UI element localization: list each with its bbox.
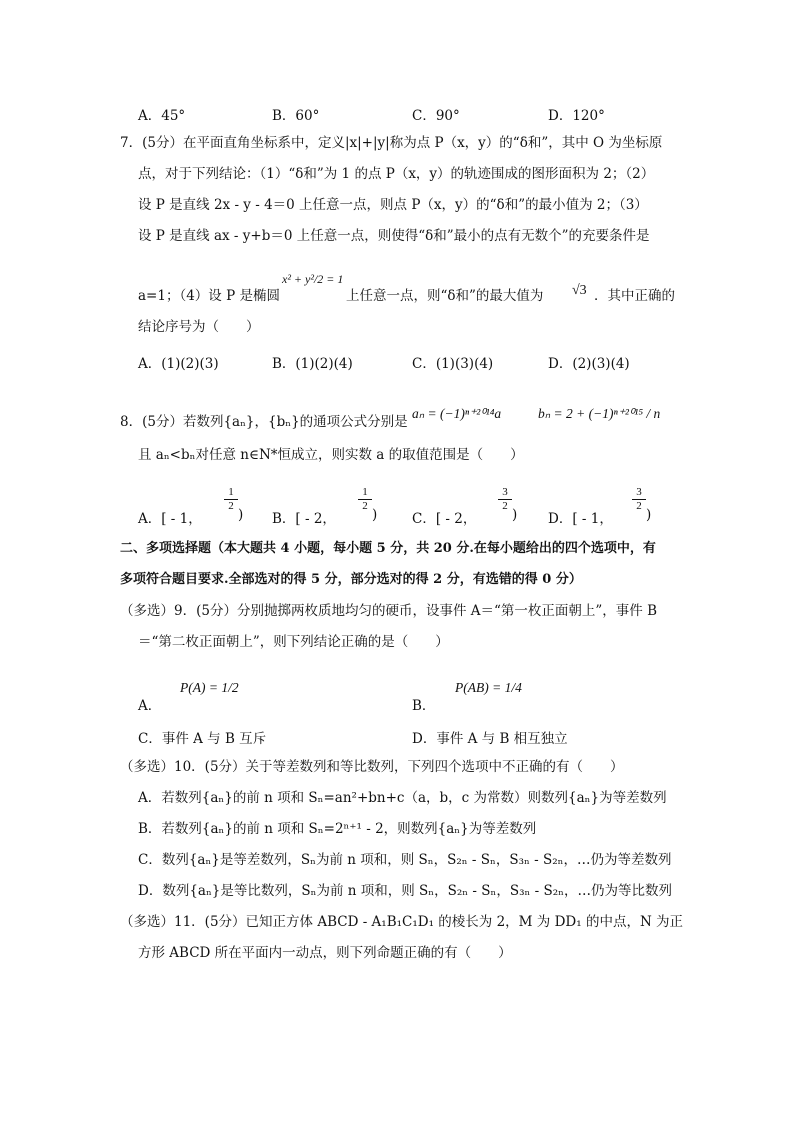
section-2-heading-2: 多项符合题目要求.全部选对的得 5 分，部分选对的得 2 分，有选错的得 0 分）	[120, 572, 582, 587]
q9-option-a-formula: P(A) = 1/2	[180, 680, 239, 695]
q11-line-2: 方形 ABCD 所在平面内一动点，则下列命题正确的有（ ）	[138, 945, 512, 961]
q7-option-c: C．(1)(3)(4)	[412, 356, 494, 372]
q10-option-a: A．若数列{aₙ}的前 n 项和 Sₙ=an²+bn+c（a，b，c 为常数）则数列{aₙ}为等差数列	[138, 790, 667, 806]
q7-line-4: 设 P 是直线 ax - y+b＝0 上任意一点，则使得“δ和”最小的点有无数个”的充要条件是	[138, 228, 650, 244]
q8-option-b-close: )	[372, 507, 378, 523]
q10-option-b: B．若数列{aₙ}的前 n 项和 Sₙ=2ⁿ⁺¹ - 2，则数列{aₙ}为等差数列	[138, 821, 537, 837]
q7-ellipse-formula: x² + y²/2 = 1	[282, 272, 344, 286]
q9-line-2: ＝“第二枚正面朝上”，则下列结论正确的是（ ）	[138, 634, 449, 650]
q8-an-formula: aₙ = (−1)ⁿ⁺²⁰¹⁴a	[412, 406, 502, 421]
q8-option-c-label: C．[ - 2，	[412, 511, 477, 527]
q8-option-a-label: A．[ - 1，	[138, 511, 202, 527]
q8-option-b-label: B．[ - 2，	[272, 511, 336, 527]
q9-line-1: （多选）9．(5分）分别抛掷两枚质地均匀的硬币，设事件 A＝“第一枚正面朝上”，事件 B	[120, 603, 657, 619]
q8-option-a-close: )	[238, 507, 244, 523]
q7-line-2: 点，对于下列结论：（1）“δ和”为 1 的点 P（x，y）的轨迹围成的图形面积为 2；（2）	[138, 166, 655, 182]
q8-option-d-close: )	[646, 507, 652, 523]
q7-line-5c: ．其中正确的	[594, 288, 675, 304]
q7-sqrt3: √3	[572, 283, 587, 298]
q9-option-c: C．事件 A 与 B 互斥	[138, 731, 267, 747]
q7-line-1: 7．(5分）在平面直角坐标系中，定义|x|+|y|称为点 P（x，y）的“δ和”，其中 O 为坐标原	[120, 135, 663, 151]
q9-option-b-formula: P(AB) = 1/4	[455, 680, 522, 695]
q7-line-5b: 上任意一点，则“δ和”的最大值为	[346, 288, 544, 304]
q7-option-b: B．(1)(2)(4)	[272, 356, 353, 372]
section-2-heading-1: 二、多项选择题（本大题共 4 小题，每小题 5 分，共 20 分.在每小题给出的四个选项中，有	[120, 541, 656, 556]
q7-option-d: D．(2)(3)(4)	[548, 356, 630, 372]
q7-option-a: A．(1)(2)(3)	[138, 356, 219, 372]
q10-option-c: C．数列{aₙ}是等差数列，Sₙ为前 n 项和，则 Sₙ，S₂ₙ - Sₙ，S₃ₙ - S₂ₙ，…仍为等差数列	[138, 852, 672, 868]
q7-line-5a: a=1；（4）设 P 是椭圆	[138, 288, 280, 304]
q8-line-2: 且 aₙ<bₙ对任意 n∈N*恒成立，则实数 a 的取值范围是（ ）	[138, 447, 524, 463]
q10-option-d: D．数列{aₙ}是等比数列，Sₙ为前 n 项和，则 Sₙ，S₂ₙ - Sₙ，S₃ₙ - S₂ₙ，…仍为等比数列	[138, 883, 673, 899]
q8-option-d-label: D．[ - 1，	[548, 511, 613, 527]
q6-option-d: D．120°	[548, 108, 605, 124]
q9-option-a-label: A．	[138, 698, 162, 714]
q8-option-d-fraction: $\frac{3}{2}$	[632, 486, 646, 513]
q8-bn-formula: bₙ = 2 + (−1)ⁿ⁺²⁰¹⁵ / n	[538, 406, 661, 421]
q8-line-1: 8．(5分）若数列{aₙ}，{bₙ}的通项公式分别是	[120, 414, 408, 430]
q8-option-c-fraction: $\frac{3}{2}$	[498, 486, 512, 513]
q8-option-c-close: )	[512, 507, 518, 523]
q6-option-b: B．60°	[272, 108, 320, 124]
q7-line-6: 结论序号为（ ）	[138, 319, 260, 335]
q10-line-1: （多选）10．(5分）关于等差数列和等比数列，下列四个选项中不正确的有（ ）	[120, 759, 624, 775]
q8-option-a-fraction: $\frac{1}{2}$	[224, 486, 238, 513]
q6-option-c: C．90°	[412, 108, 460, 124]
q11-line-1: （多选）11．(5分）已知正方体 ABCD - A₁B₁C₁D₁ 的棱长为 2，M 为 DD₁ 的中点，N 为正	[120, 914, 684, 930]
q9-option-d: D．事件 A 与 B 相互独立	[412, 731, 568, 747]
q8-option-b-fraction: $\frac{1}{2}$	[358, 486, 372, 513]
q9-option-b-label: B．	[412, 698, 436, 714]
q7-line-3: 设 P 是直线 2x - y - 4＝0 上任意一点，则点 P（x，y）的“δ和”的最小值为 2；（3）	[138, 197, 648, 213]
q6-option-a: A．45°	[138, 108, 186, 124]
